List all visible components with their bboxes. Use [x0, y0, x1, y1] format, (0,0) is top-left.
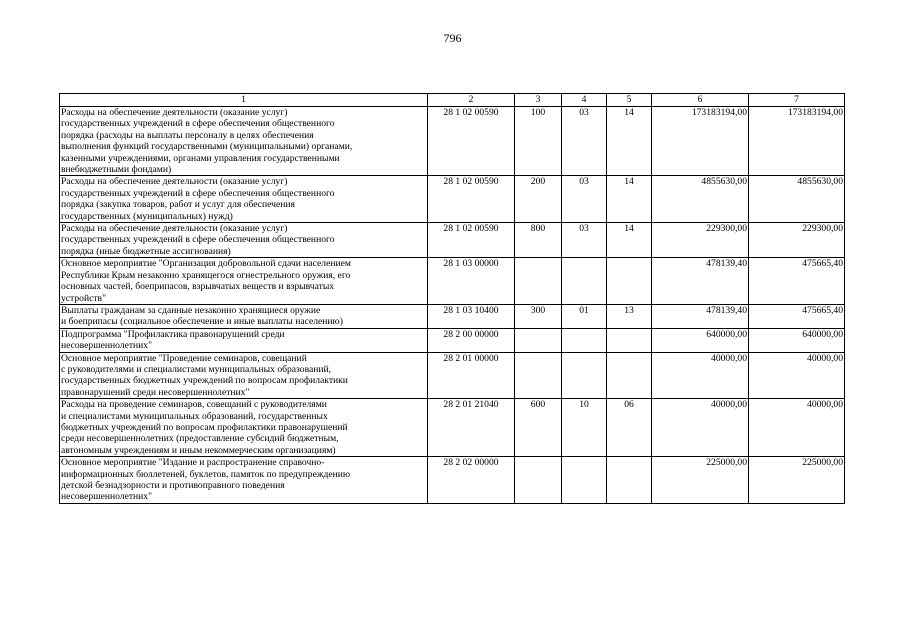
description-line: бюджетных учреждений по вопросам профилактики правонарушений: [61, 421, 348, 433]
subsection-code: 14: [607, 223, 652, 258]
description-line: внебюджетными фондами): [61, 164, 172, 176]
page-number: 796: [443, 31, 462, 45]
column-header: 3: [515, 94, 562, 107]
section-code: 03: [562, 223, 607, 258]
amount-column-6: 640000,00: [652, 328, 749, 352]
expense-type-code: [515, 352, 562, 399]
row-description: [60, 457, 428, 504]
expense-type-code: 300: [515, 304, 562, 328]
expense-type-code: [515, 258, 562, 305]
target-article-code: 28 2 01 00000: [428, 352, 515, 399]
amount-column-7: 229300,00: [749, 223, 845, 258]
amount-column-6: 229300,00: [652, 223, 749, 258]
row-description: [60, 328, 428, 352]
description-line: порядка (закупка товаров, работ и услуг для обеспечения: [61, 199, 295, 211]
amount-column-6: 173183194,00: [652, 107, 749, 176]
section-code: [562, 258, 607, 305]
subsection-code: [607, 258, 652, 305]
description-line: выполнения функций государственными (муниципальными) органами,: [61, 141, 353, 153]
description-line: Основное мероприятие "Организация добровольной сдачи населением: [61, 258, 351, 270]
expense-type-code: [515, 328, 562, 352]
description-line: Республики Крым незаконно хранящегося огнестрельного оружия, его: [61, 269, 351, 281]
table-row: [60, 399, 845, 457]
amount-column-6: 40000,00: [652, 399, 749, 457]
description-line: Выплаты гражданам за сданные незаконно хранящиеся оружие: [61, 304, 321, 316]
description-line: устройств": [61, 292, 106, 304]
table-row: [60, 304, 845, 328]
expense-type-code: 200: [515, 176, 562, 223]
subsection-code: [607, 328, 652, 352]
section-code: 03: [562, 107, 607, 176]
description-line: основных частей, боеприпасов, взрывчатых веществ и взрывчатых: [61, 281, 335, 293]
target-article-code: 28 2 01 21040: [428, 399, 515, 457]
row-description: [60, 176, 428, 223]
section-code: 01: [562, 304, 607, 328]
expense-type-code: 600: [515, 399, 562, 457]
section-code: [562, 457, 607, 504]
target-article-code: 28 1 03 00000: [428, 258, 515, 305]
description-line: правонарушений среди несовершеннолетних": [61, 386, 250, 398]
table-row: [60, 457, 845, 504]
amount-column-6: 225000,00: [652, 457, 749, 504]
description-line: государственных (муниципальных) нужд): [61, 210, 233, 222]
description-line: государственных бюджетных учреждений по вопросам профилактики: [61, 375, 348, 387]
table-row: [60, 223, 845, 258]
row-description: [60, 223, 428, 258]
description-line: автономным учреждениям и иным некоммерческим организациям): [61, 444, 336, 456]
target-article-code: 28 1 02 00590: [428, 223, 515, 258]
description-line: информационных бюллетеней, буклетов, памяток по предупреждению: [61, 468, 351, 480]
row-description: [60, 258, 428, 305]
description-line: Расходы на проведение семинаров, совещаний с руководителями: [61, 399, 327, 411]
description-line: казенными учреждениями, органами управления государственными: [61, 152, 340, 164]
description-line: Основное мероприятие "Проведение семинаров, совещаний: [61, 352, 307, 364]
expense-type-code: 100: [515, 107, 562, 176]
amount-column-7: 4855630,00: [749, 176, 845, 223]
header-row: [60, 94, 845, 107]
row-description: [60, 107, 428, 176]
subsection-code: [607, 352, 652, 399]
description-line: несовершеннолетних": [61, 491, 153, 503]
amount-column-6: 478139,40: [652, 258, 749, 305]
amount-column-6: 40000,00: [652, 352, 749, 399]
column-header: 6: [652, 94, 749, 107]
column-header: 1: [60, 94, 428, 107]
table-row: [60, 352, 845, 399]
amount-column-7: 475665,40: [749, 304, 845, 328]
description-line: среди несовершеннолетних (предоставление субсидий бюджетным,: [61, 433, 339, 445]
target-article-code: 28 1 02 00590: [428, 176, 515, 223]
table-row: [60, 328, 845, 352]
description-line: Расходы на обеспечение деятельности (оказание услуг): [61, 223, 288, 235]
amount-column-7: 640000,00: [749, 328, 845, 352]
amount-column-7: 40000,00: [749, 399, 845, 457]
description-line: порядка (иные бюджетные ассигнования): [61, 245, 231, 257]
target-article-code: 28 2 00 00000: [428, 328, 515, 352]
table-row: [60, 258, 845, 305]
amount-column-7: 173183194,00: [749, 107, 845, 176]
section-code: 03: [562, 176, 607, 223]
section-code: [562, 352, 607, 399]
budget-table: [59, 93, 845, 504]
table-row: [60, 176, 845, 223]
expense-type-code: [515, 457, 562, 504]
description-line: порядка (расходы на выплаты персоналу в целях обеспечения: [61, 129, 314, 141]
row-description: [60, 352, 428, 399]
description-line: и специалистами муниципальных образований, государственных: [61, 410, 328, 422]
column-header: 5: [607, 94, 652, 107]
table-row: [60, 107, 845, 176]
column-header: 7: [749, 94, 845, 107]
row-description: [60, 399, 428, 457]
amount-column-7: 225000,00: [749, 457, 845, 504]
target-article-code: 28 1 02 00590: [428, 107, 515, 176]
section-code: 10: [562, 399, 607, 457]
expense-type-code: 800: [515, 223, 562, 258]
column-header: 2: [428, 94, 515, 107]
description-line: и боеприпасы (социальное обеспечение и иные выплаты населению): [61, 316, 343, 328]
column-header: 4: [562, 94, 607, 107]
description-line: несовершеннолетних": [61, 340, 153, 352]
subsection-code: 06: [607, 399, 652, 457]
description-line: Основное мероприятие "Издание и распространение справочно-: [61, 457, 325, 469]
subsection-code: [607, 457, 652, 504]
description-line: детской безнадзорности и противоправного поведения: [61, 480, 285, 491]
amount-column-7: 40000,00: [749, 352, 845, 399]
target-article-code: 28 2 02 00000: [428, 457, 515, 504]
subsection-code: 14: [607, 107, 652, 176]
section-code: [562, 328, 607, 352]
description-line: Подпрограмма "Профилактика правонарушений среди: [61, 328, 285, 340]
subsection-code: 13: [607, 304, 652, 328]
description-line: государственных учреждений в сфере обеспечения общественного: [61, 187, 335, 199]
description-line: государственных учреждений в сфере обеспечения общественного: [61, 234, 335, 246]
row-description: [60, 304, 428, 328]
target-article-code: 28 1 03 10400: [428, 304, 515, 328]
amount-column-6: 4855630,00: [652, 176, 749, 223]
amount-column-7: 475665,40: [749, 258, 845, 305]
description-line: Расходы на обеспечение деятельности (оказание услуг): [61, 107, 288, 118]
description-line: государственных учреждений в сфере обеспечения общественного: [61, 118, 335, 130]
subsection-code: 14: [607, 176, 652, 223]
description-line: с руководителями и специалистами муниципальных образований,: [61, 363, 332, 375]
description-line: Расходы на обеспечение деятельности (оказание услуг): [61, 176, 288, 188]
amount-column-6: 478139,40: [652, 304, 749, 328]
